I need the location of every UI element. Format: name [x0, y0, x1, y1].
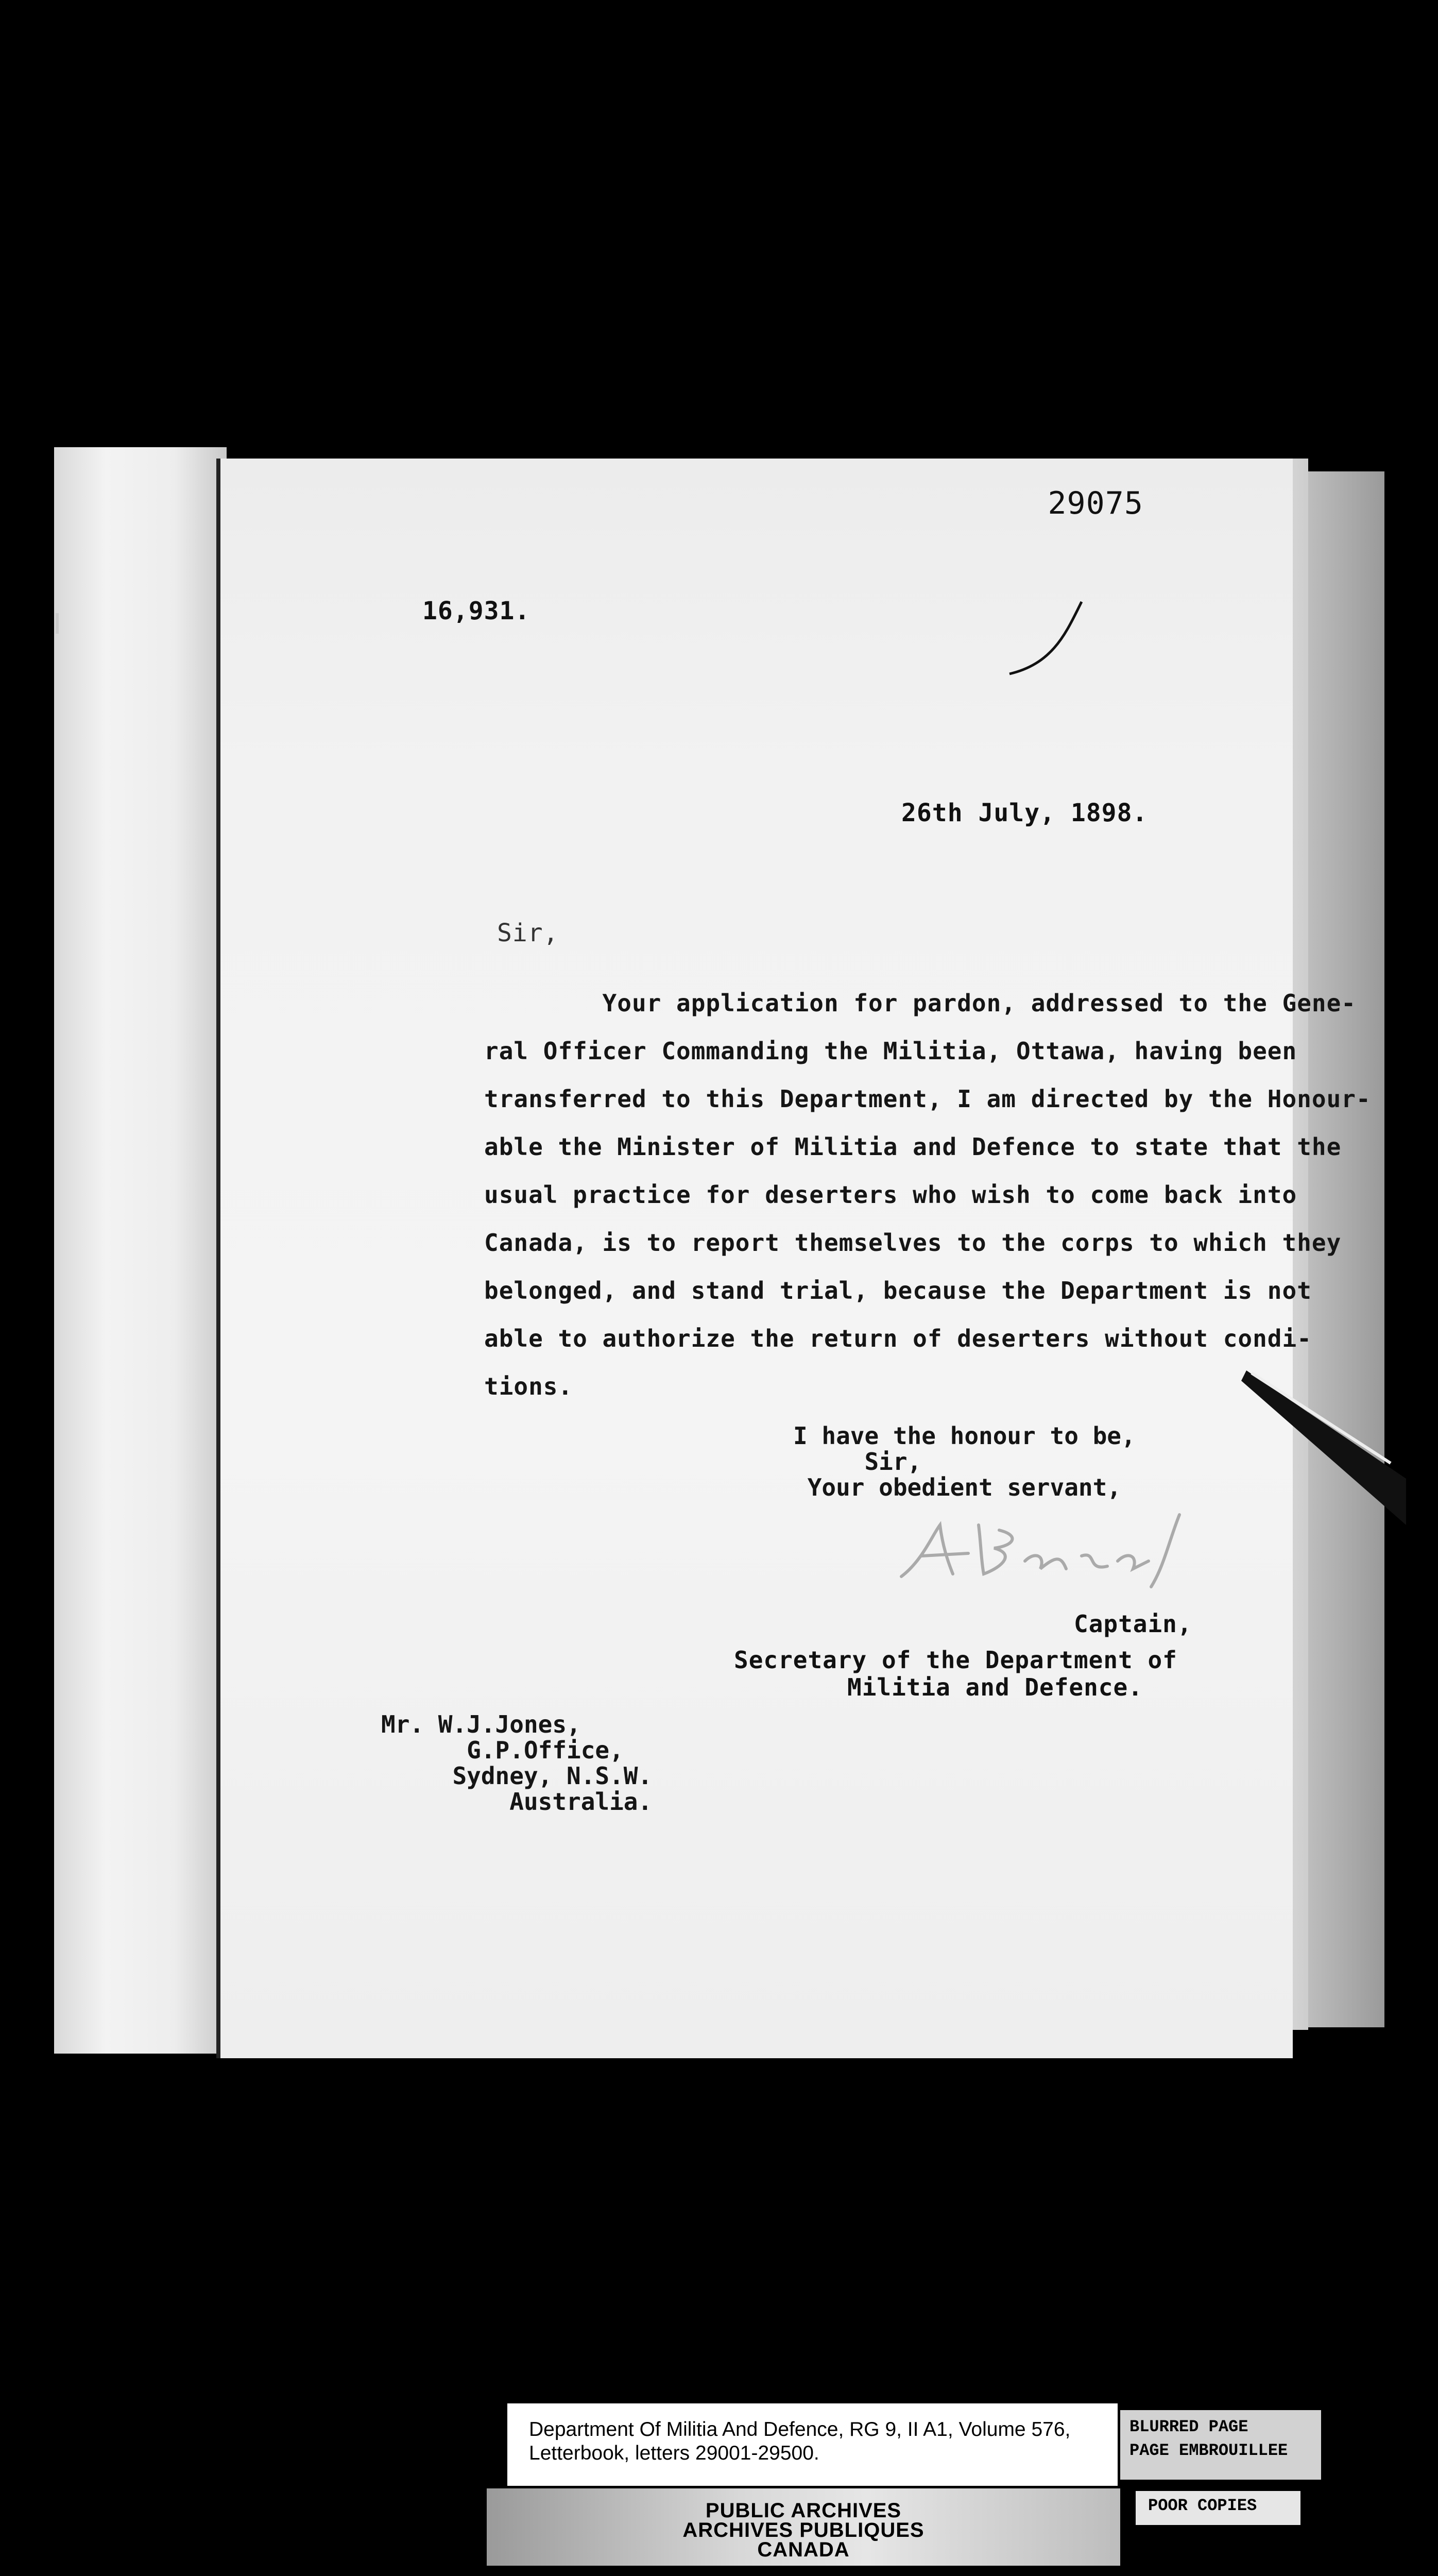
public-archives-stamp — [487, 2488, 1120, 2566]
label-line: BLURRED PAGE — [1129, 2417, 1248, 2436]
check-mark-icon — [1004, 597, 1087, 689]
pen-object — [1236, 1360, 1406, 1525]
salutation: Sir, — [497, 919, 559, 947]
body-line: ral Officer Commanding the Militia, Ottawa, having been — [484, 1037, 1297, 1065]
body-line: able to authorize the return of deserters without condi- — [484, 1325, 1312, 1352]
body-line: Your application for pardon, addressed to the Gene- — [484, 989, 1356, 1017]
address-line: Australia. — [381, 1788, 653, 1816]
letter-page — [216, 459, 1371, 2058]
body-line: Canada, is to report themselves to the corps to which they — [484, 1229, 1342, 1257]
stamp-line: ARCHIVES PUBLIQUES — [682, 2519, 925, 2541]
poor-copies-label: POOR COPIES — [1136, 2491, 1300, 2525]
blurred-page-label — [1120, 2410, 1321, 2480]
body-line: tions. — [484, 1372, 573, 1400]
body-line: belonged, and stand trial, because the Department is not — [484, 1277, 1312, 1304]
address-line: Sydney, N.S.W. — [381, 1762, 653, 1790]
stamp-line: PUBLIC ARCHIVES — [705, 2499, 902, 2522]
file-number: 16,931. — [422, 597, 530, 625]
signatory-title: Secretary of the Department of — [734, 1646, 1177, 1674]
address-line: G.P.Office, — [381, 1736, 624, 1764]
handwritten-signature — [891, 1504, 1200, 1592]
reference-line: Letterbook, letters 29001-29500. — [529, 2442, 819, 2464]
flap-edge-mark — [56, 613, 59, 634]
closing-line: Your obedient servant, — [793, 1473, 1121, 1501]
address-line: Mr. W.J.Jones, — [381, 1710, 581, 1738]
left-page-flap — [54, 447, 227, 2054]
stamp-line: CANADA — [757, 2538, 850, 2561]
label-line: PAGE EMBROUILLEE — [1129, 2441, 1288, 2460]
archive-reference-label — [507, 2403, 1118, 2486]
body-line: able the Minister of Militia and Defence to state that the — [484, 1133, 1342, 1161]
closing-line: I have the honour to be, — [793, 1422, 1136, 1450]
reference-line: Department Of Militia And Defence, RG 9, II A1, Volume 576, — [529, 2418, 1071, 2441]
body-line: usual practice for deserters who wish to come back into — [484, 1181, 1297, 1209]
signatory-title-continued: Militia and Defence. — [847, 1673, 1143, 1701]
document-number: 29075 — [1048, 485, 1143, 521]
letter-date: 26th July, 1898. — [901, 799, 1148, 827]
signatory-rank: Captain, — [1074, 1610, 1192, 1638]
closing-line: Sir, — [793, 1448, 922, 1476]
body-line: transferred to this Department, I am directed by the Honour- — [484, 1085, 1371, 1113]
